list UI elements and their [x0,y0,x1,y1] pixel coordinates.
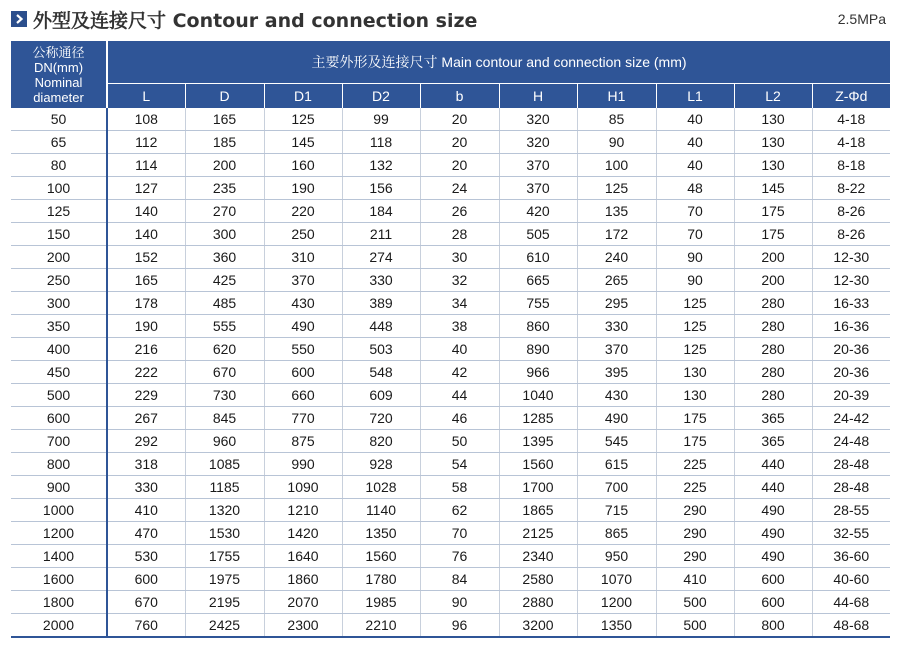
table-cell: 490 [734,545,812,568]
table-row [11,154,890,177]
table-cell: 24-48 [812,430,890,453]
table-cell: 1640 [264,545,342,568]
table-cell: 4-18 [812,108,890,131]
table-cell: 320 [499,108,577,131]
table-cell: 1865 [499,499,577,522]
table-cell: 270 [185,200,264,223]
title-bar [0,0,900,40]
dn-cell: 1200 [11,522,107,545]
dimensions-table [11,41,890,638]
table-cell: 26 [420,200,499,223]
table-cell: 609 [342,384,420,407]
table-cell: 145 [264,131,342,154]
table-cell: 1560 [499,453,577,476]
table-cell: 175 [734,200,812,223]
table-cell: 76 [420,545,499,568]
table-cell: 50 [420,430,499,453]
table-cell: 225 [656,476,734,499]
dn-header-line: diameter [33,89,84,105]
dn-cell: 80 [11,154,107,177]
dn-header-line: Nominal [34,74,83,90]
table-cell: 800 [734,614,812,638]
table-cell: 70 [420,522,499,545]
table-cell: 1350 [342,522,420,545]
table-cell: 1028 [342,476,420,499]
table-cell: 1700 [499,476,577,499]
table-cell: 34 [420,292,499,315]
table-cell: 548 [342,361,420,384]
dn-cell: 200 [11,246,107,269]
table-cell: 40 [420,338,499,361]
table-cell: 330 [342,269,420,292]
column-header: D [185,84,264,109]
table-cell: 500 [656,591,734,614]
group-header: 主要外形及连接尺寸 Main contour and connection size (mm) [107,41,890,84]
table-cell: 200 [185,154,264,177]
table-cell: 360 [185,246,264,269]
table-cell: 12-30 [812,246,890,269]
table-cell: 8-22 [812,177,890,200]
table-cell: 505 [499,223,577,246]
table-cell: 290 [656,545,734,568]
column-header: L1 [656,84,734,109]
table-cell: 1210 [264,499,342,522]
table-cell: 135 [577,200,656,223]
table-cell: 127 [107,177,185,200]
table-cell: 90 [656,246,734,269]
table-cell: 440 [734,453,812,476]
table-row [11,384,890,407]
table-cell: 670 [185,361,264,384]
table-cell: 389 [342,292,420,315]
table-cell: 125 [656,338,734,361]
table-cell: 600 [107,568,185,591]
table-cell: 211 [342,223,420,246]
table-cell: 130 [734,108,812,131]
table-cell: 370 [264,269,342,292]
table-cell: 222 [107,361,185,384]
table-row [11,177,890,200]
table-cell: 54 [420,453,499,476]
table-cell: 216 [107,338,185,361]
dn-cell: 600 [11,407,107,430]
table-cell: 16-36 [812,315,890,338]
table-cell: 30 [420,246,499,269]
table-cell: 280 [734,384,812,407]
table-row [11,407,890,430]
table-cell: 70 [656,200,734,223]
dn-cell: 65 [11,131,107,154]
table-row [11,545,890,568]
dn-cell: 1600 [11,568,107,591]
table-cell: 370 [577,338,656,361]
table-cell: 140 [107,200,185,223]
table-row [11,269,890,292]
table-cell: 2125 [499,522,577,545]
table-cell: 130 [734,131,812,154]
table-cell: 178 [107,292,185,315]
table-cell: 2300 [264,614,342,638]
table-cell: 2425 [185,614,264,638]
dn-cell: 50 [11,108,107,131]
table-cell: 1285 [499,407,577,430]
dn-cell: 450 [11,361,107,384]
table-cell: 40 [656,154,734,177]
table-cell: 600 [734,591,812,614]
table-cell: 470 [107,522,185,545]
table-cell: 820 [342,430,420,453]
table-row [11,614,890,638]
table-cell: 440 [734,476,812,499]
table-cell: 1090 [264,476,342,499]
table-row [11,108,890,131]
table-cell: 280 [734,361,812,384]
table-cell: 875 [264,430,342,453]
table-cell: 330 [107,476,185,499]
table-cell: 40-60 [812,568,890,591]
table-cell: 490 [734,499,812,522]
table-cell: 8-26 [812,223,890,246]
table-cell: 770 [264,407,342,430]
table-cell: 760 [107,614,185,638]
table-cell: 550 [264,338,342,361]
table-cell: 410 [656,568,734,591]
dn-cell: 500 [11,384,107,407]
dn-cell: 800 [11,453,107,476]
column-header: H [499,84,577,109]
dn-cell: 150 [11,223,107,246]
table-cell: 330 [577,315,656,338]
table-cell: 130 [734,154,812,177]
column-header: Z-Φd [812,84,890,109]
table-cell: 32 [420,269,499,292]
table-cell: 229 [107,384,185,407]
table-cell: 44 [420,384,499,407]
table-cell: 125 [577,177,656,200]
column-header: L [107,84,185,109]
table-cell: 1530 [185,522,264,545]
table-cell: 395 [577,361,656,384]
table-cell: 2210 [342,614,420,638]
table-cell: 4-18 [812,131,890,154]
table-cell: 2070 [264,591,342,614]
table-cell: 99 [342,108,420,131]
table-cell: 485 [185,292,264,315]
table-cell: 500 [656,614,734,638]
table-row [11,568,890,591]
table-cell: 1085 [185,453,264,476]
table-cell: 292 [107,430,185,453]
table-cell: 112 [107,131,185,154]
table-cell: 38 [420,315,499,338]
table-cell: 1350 [577,614,656,638]
table-cell: 615 [577,453,656,476]
table-row [11,453,890,476]
table-cell: 130 [656,384,734,407]
table-cell: 300 [185,223,264,246]
table-cell: 715 [577,499,656,522]
table-cell: 490 [264,315,342,338]
column-header: D1 [264,84,342,109]
table-cell: 175 [656,430,734,453]
table-cell: 240 [577,246,656,269]
dn-header-line: 公称通径 [32,44,85,60]
table-cell: 2580 [499,568,577,591]
table-cell: 280 [734,315,812,338]
table-cell: 660 [264,384,342,407]
table-cell: 1560 [342,545,420,568]
page-title: 外型及连接尺寸 Contour and connection size [33,10,478,32]
table-cell: 320 [499,131,577,154]
table-cell: 310 [264,246,342,269]
table-cell: 152 [107,246,185,269]
table-cell: 165 [185,108,264,131]
table-cell: 700 [577,476,656,499]
dn-cell: 250 [11,269,107,292]
table-cell: 190 [264,177,342,200]
table-cell: 175 [656,407,734,430]
table-cell: 84 [420,568,499,591]
table-cell: 280 [734,338,812,361]
table-cell: 20-39 [812,384,890,407]
table-cell: 100 [577,154,656,177]
table-cell: 85 [577,108,656,131]
table-cell: 1420 [264,522,342,545]
table-cell: 125 [656,315,734,338]
table-cell: 184 [342,200,420,223]
table-cell: 20 [420,131,499,154]
table-row [11,315,890,338]
column-header: L2 [734,84,812,109]
table-cell: 58 [420,476,499,499]
table-cell: 530 [107,545,185,568]
table-cell: 290 [656,522,734,545]
table-cell: 425 [185,269,264,292]
table-cell: 555 [185,315,264,338]
table-cell: 295 [577,292,656,315]
table-cell: 132 [342,154,420,177]
table-row [11,246,890,269]
table-cell: 200 [734,269,812,292]
dn-cell: 1400 [11,545,107,568]
dn-cell: 300 [11,292,107,315]
table-cell: 8-18 [812,154,890,177]
table-row [11,200,890,223]
table-cell: 96 [420,614,499,638]
table-cell: 62 [420,499,499,522]
table-cell: 46 [420,407,499,430]
table-cell: 2880 [499,591,577,614]
table-row [11,430,890,453]
table-cell: 160 [264,154,342,177]
table-cell: 1070 [577,568,656,591]
table-cell: 44-68 [812,591,890,614]
table-cell: 90 [656,269,734,292]
table-cell: 966 [499,361,577,384]
table-cell: 20-36 [812,338,890,361]
table-cell: 1975 [185,568,264,591]
table-row [11,591,890,614]
table-cell: 40 [656,131,734,154]
table-cell: 365 [734,430,812,453]
column-header: H1 [577,84,656,109]
dn-cell: 700 [11,430,107,453]
table-cell: 1395 [499,430,577,453]
table-cell: 200 [734,246,812,269]
table-cell: 48-68 [812,614,890,638]
table-cell: 990 [264,453,342,476]
table-cell: 20 [420,154,499,177]
dn-cell: 125 [11,200,107,223]
table-cell: 1040 [499,384,577,407]
table-cell: 225 [656,453,734,476]
table-cell: 600 [264,361,342,384]
dn-cell: 350 [11,315,107,338]
table-cell: 3200 [499,614,577,638]
table-cell: 172 [577,223,656,246]
table-cell: 28-48 [812,453,890,476]
table-cell: 665 [499,269,577,292]
table-cell: 490 [577,407,656,430]
table-cell: 250 [264,223,342,246]
table-row [11,338,890,361]
table-cell: 114 [107,154,185,177]
table-cell: 545 [577,430,656,453]
table-cell: 145 [734,177,812,200]
table-cell: 1185 [185,476,264,499]
table-cell: 20 [420,108,499,131]
table-cell: 20-36 [812,361,890,384]
table-cell: 865 [577,522,656,545]
table-cell: 928 [342,453,420,476]
dn-cell: 2000 [11,614,107,638]
table-cell: 108 [107,108,185,131]
table-cell: 600 [734,568,812,591]
table-cell: 274 [342,246,420,269]
table-cell: 125 [656,292,734,315]
dn-cell: 900 [11,476,107,499]
table-cell: 40 [656,108,734,131]
table-cell: 720 [342,407,420,430]
table-cell: 430 [264,292,342,315]
table-cell: 960 [185,430,264,453]
table-cell: 220 [264,200,342,223]
table-cell: 235 [185,177,264,200]
table-cell: 490 [734,522,812,545]
table-row [11,131,890,154]
table-cell: 36-60 [812,545,890,568]
table-cell: 610 [499,246,577,269]
table-cell: 42 [420,361,499,384]
table-cell: 410 [107,499,185,522]
table-cell: 156 [342,177,420,200]
dn-cell: 100 [11,177,107,200]
table-cell: 318 [107,453,185,476]
table-row [11,292,890,315]
table-cell: 267 [107,407,185,430]
table-cell: 448 [342,315,420,338]
table-cell: 28-55 [812,499,890,522]
table-cell: 1780 [342,568,420,591]
table-cell: 118 [342,131,420,154]
table-cell: 1985 [342,591,420,614]
table-cell: 125 [264,108,342,131]
table-cell: 28 [420,223,499,246]
chevron-right-icon [11,11,27,27]
table-cell: 175 [734,223,812,246]
table-cell: 32-55 [812,522,890,545]
table-cell: 1755 [185,545,264,568]
table-cell: 130 [656,361,734,384]
table-row [11,223,890,246]
table-cell: 140 [107,223,185,246]
table-cell: 730 [185,384,264,407]
table-cell: 1320 [185,499,264,522]
pressure-rating: 2.5MPa [837,11,886,27]
table-cell: 370 [499,177,577,200]
dn-header [11,41,107,108]
table-cell: 280 [734,292,812,315]
table-cell: 755 [499,292,577,315]
table-cell: 90 [420,591,499,614]
table-cell: 265 [577,269,656,292]
column-header: D2 [342,84,420,109]
table-cell: 845 [185,407,264,430]
dn-cell: 1800 [11,591,107,614]
column-header: b [420,84,499,109]
table-cell: 16-33 [812,292,890,315]
table-row [11,522,890,545]
table-cell: 950 [577,545,656,568]
table-row [11,476,890,499]
table-cell: 1200 [577,591,656,614]
table-cell: 670 [107,591,185,614]
table-cell: 28-48 [812,476,890,499]
dn-cell: 1000 [11,499,107,522]
table-cell: 90 [577,131,656,154]
table-cell: 2340 [499,545,577,568]
table-cell: 365 [734,407,812,430]
table-cell: 1140 [342,499,420,522]
table-row [11,361,890,384]
table-cell: 24 [420,177,499,200]
table-cell: 370 [499,154,577,177]
table-cell: 1860 [264,568,342,591]
dn-cell: 400 [11,338,107,361]
table-row [11,499,890,522]
table-cell: 620 [185,338,264,361]
table-cell: 12-30 [812,269,890,292]
table-cell: 24-42 [812,407,890,430]
table-cell: 420 [499,200,577,223]
table-cell: 430 [577,384,656,407]
table-cell: 503 [342,338,420,361]
table-cell: 860 [499,315,577,338]
table-cell: 165 [107,269,185,292]
table-cell: 190 [107,315,185,338]
table-cell: 2195 [185,591,264,614]
table-cell: 8-26 [812,200,890,223]
table-cell: 70 [656,223,734,246]
table-cell: 48 [656,177,734,200]
dn-header-line: DN(mm) [33,59,84,75]
table-cell: 290 [656,499,734,522]
table-cell: 185 [185,131,264,154]
table-cell: 890 [499,338,577,361]
